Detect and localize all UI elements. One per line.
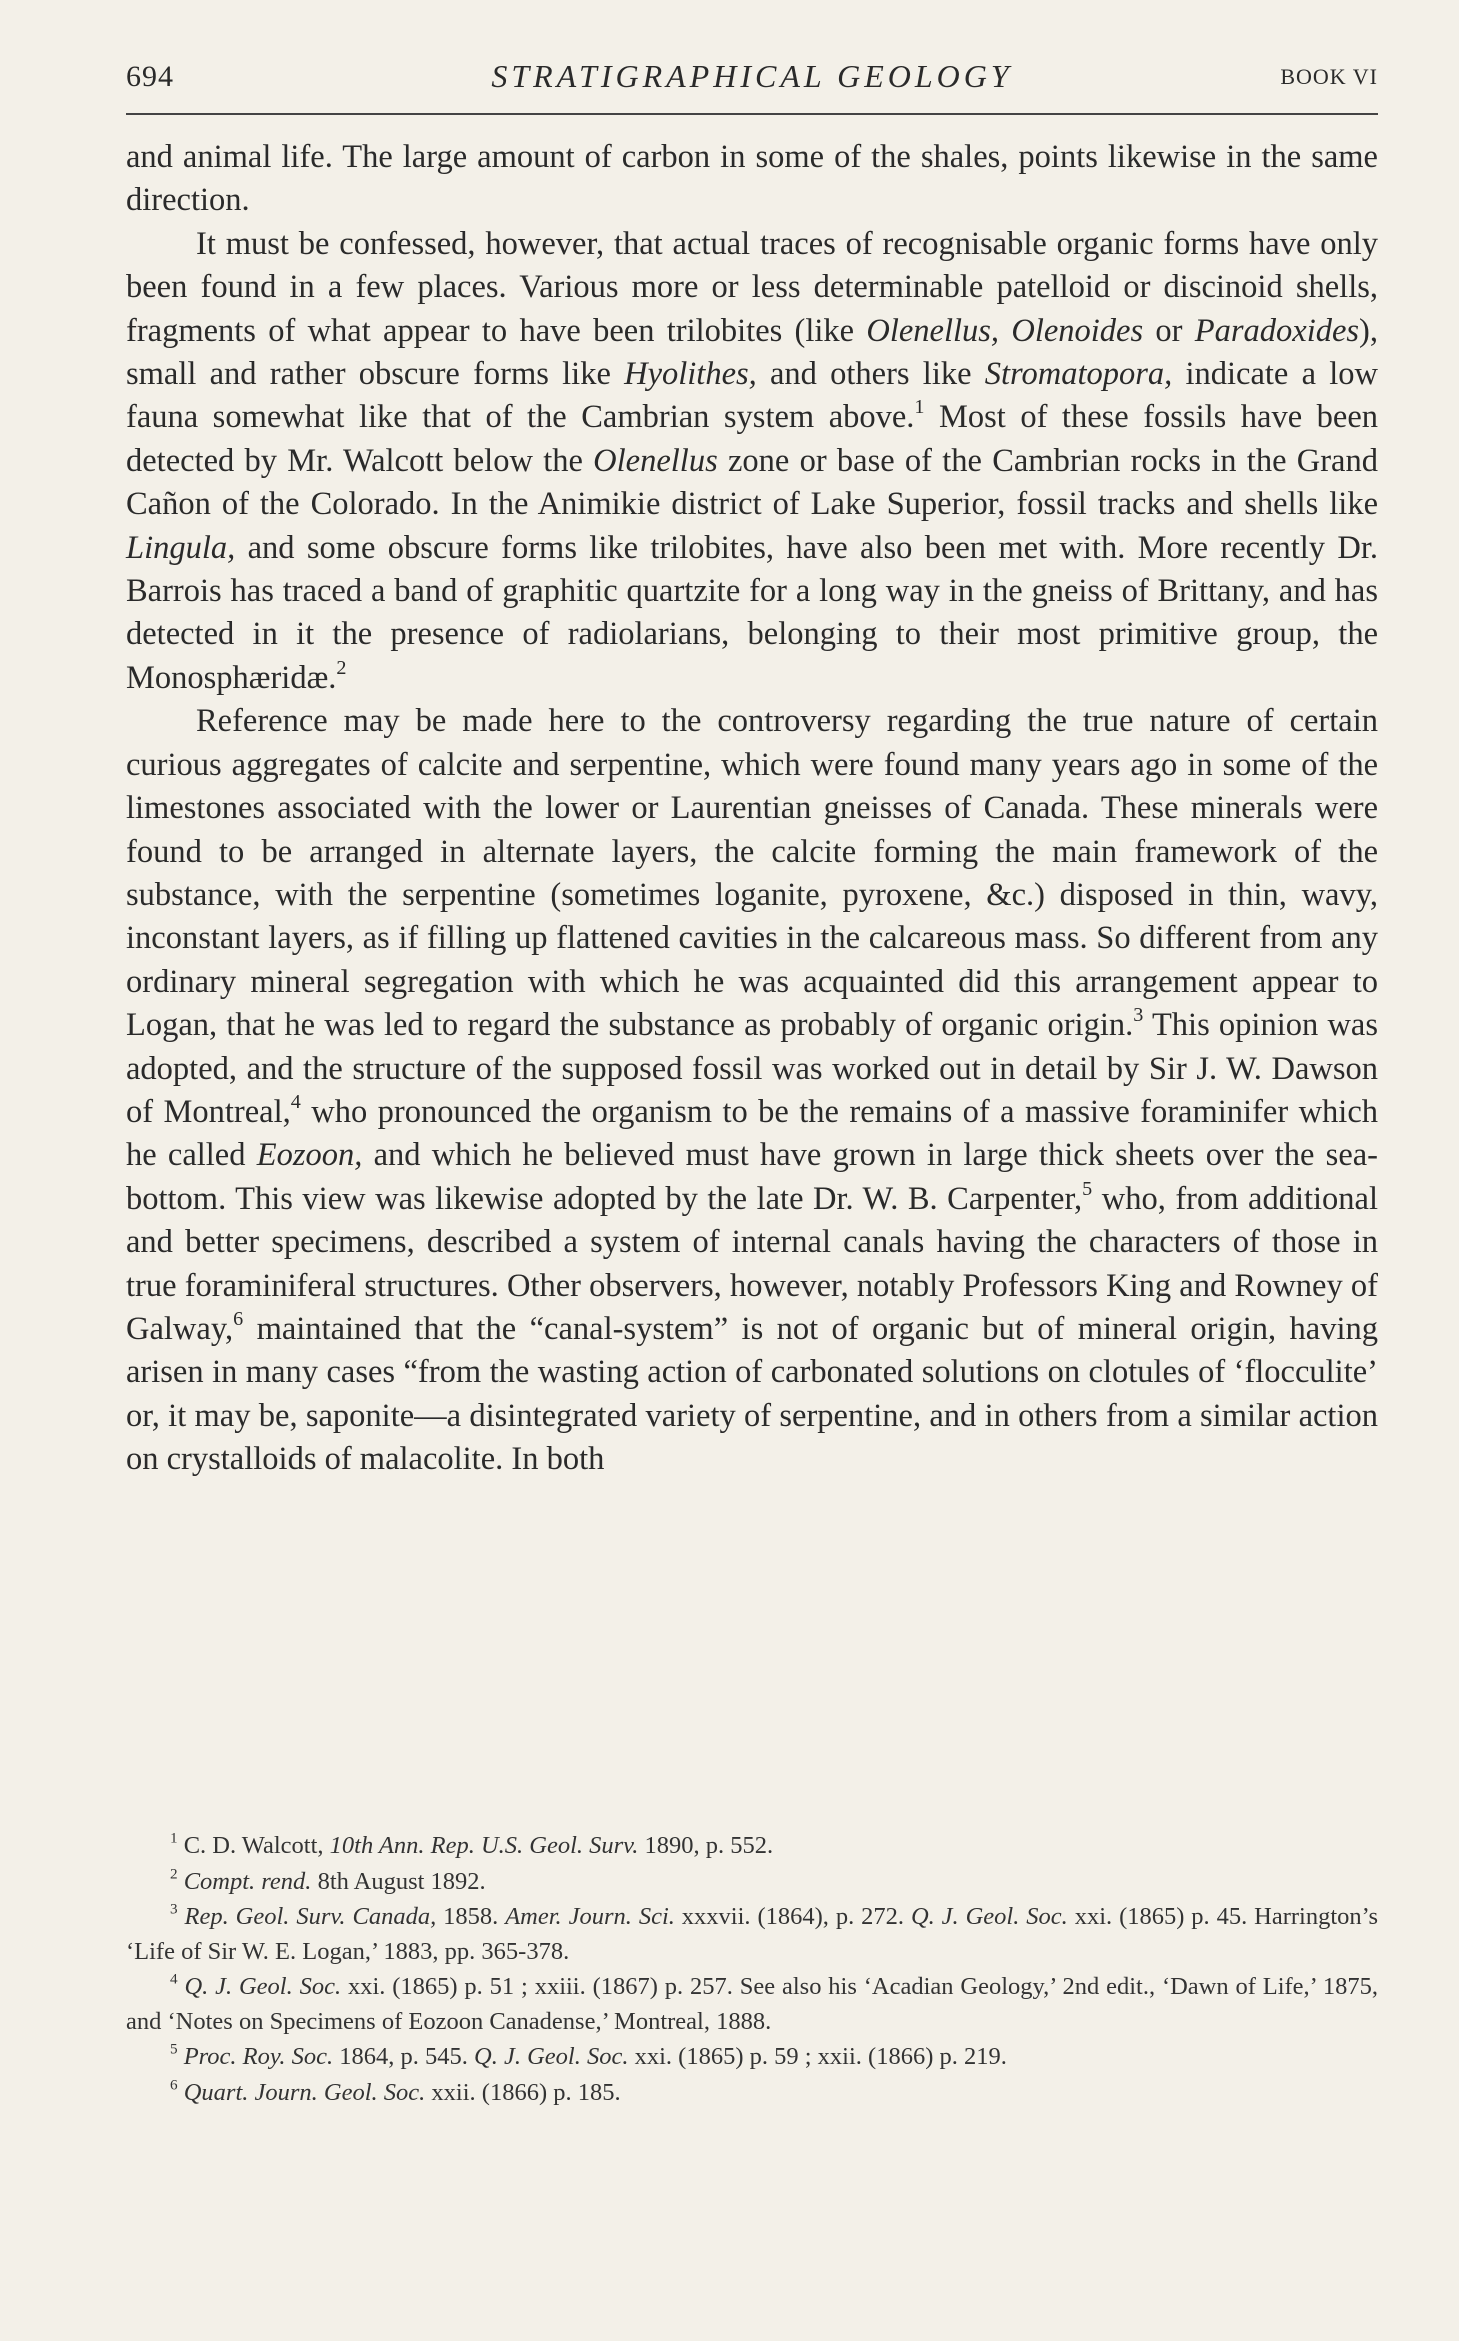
- footnote: [126, 1970, 1378, 2039]
- body-text: [126, 136, 1378, 1482]
- text-run: 1864, p. 545.: [333, 2043, 475, 2070]
- footnote-number: 3: [170, 1900, 178, 1918]
- text-run: Most of these fossils have been detected by Mr. Walcott below the: [126, 399, 1378, 479]
- text-run: xxii. (1866) p. 185.: [425, 2078, 621, 2106]
- page-number: 694: [126, 60, 174, 93]
- footnote: [126, 1900, 1378, 1969]
- running-header: [126, 56, 1378, 102]
- footnote-number: 1: [170, 1829, 178, 1847]
- italic-text: Q. J. Geol. Soc.: [184, 1973, 342, 2000]
- text-run: Reference may be made here to the controversy regarding the true nature of certain curious aggregates of calcite and serpentine, which were found many years ago in some of the limestones associated with the lower or Laurentian gneisses of Canada. These minerals were found to be arranged in alternate layers, the calcite forming the main framework of the substance, with the serpentine (sometimes loganite, pyroxene, &c.) disposed in thin, wavy, inconstant layers, as if filling up flattened cavities in the calcareous mass. So different from any ordinary mineral segregation with which he was acquainted did this arrangement appear to Logan, that he was led to regard the substance as probably of organic origin.: [126, 703, 1378, 1044]
- footnotes: [126, 1829, 1378, 2111]
- italic-text: Quart. Journ. Geol. Soc.: [183, 2078, 426, 2106]
- book-label: BOOK VI: [1280, 64, 1378, 89]
- text-run: This opinion was adopted, and the structure of the supposed fossil was worked out in detail by Sir J. W. Dawson of Montreal,: [126, 1007, 1379, 1130]
- footnote-ref: 4: [290, 1090, 301, 1113]
- paragraph: [126, 700, 1378, 1481]
- footnote-ref: 6: [233, 1307, 244, 1330]
- text-run: who, from additional and better specimens, described a system of internal canals having the characters of those in true foraminiferal structures. Other observers, however, notably Professors King and Rowney of Galway,: [126, 1180, 1378, 1347]
- text-run: [999, 313, 1011, 349]
- italic-text: Olenoides: [1011, 312, 1144, 349]
- footnote-number: 5: [170, 2040, 178, 2058]
- text-run: and others like: [756, 356, 985, 393]
- footnote: [126, 2040, 1378, 2075]
- text-run: maintained that the “canal-system” is not of organic but of mineral origin, having arisen in many cases “from the wasting action of carbonated solutions on clotules of ‘flocculite’ or, it may be, saponite—a disintegrated variety of serpentine, and in others from a similar action on crystalloids of malacolite. In both: [126, 1310, 1378, 1478]
- italic-text: Stromatopora,: [984, 356, 1173, 393]
- footnote: [126, 1829, 1378, 1864]
- italic-text: Eozoon,: [256, 1137, 363, 1174]
- italic-text: Paradoxides: [1194, 312, 1360, 349]
- text-run: 8th August 1892.: [311, 1867, 486, 1895]
- italic-text: Proc. Roy. Soc.: [183, 2043, 334, 2070]
- italic-text: Rep. Geol. Surv. Canada,: [184, 1903, 437, 1930]
- footnote-ref: 1: [914, 396, 925, 419]
- text-run: and some obscure forms like trilobites, have also been met with. More recently Dr. Barrois has traced a band of graphitic quartzite for a long way in the gneiss of Brittany, and has detected in it the presence of radiolarians, belonging to their most primitive group, the Monosphæridæ.: [126, 529, 1378, 696]
- text-run: xxi. (1865) p. 51 ; xxiii. (1867) p. 257. See also his ‘Acadian Geology,’ 2nd edit., ‘Dawn of Life,’ 1875, and ‘Notes on Specimens of Eozoon Canadense,’ Montreal, 1888.: [126, 1973, 1379, 2035]
- italic-text: Q. J. Geol. Soc.: [474, 2043, 629, 2070]
- running-title: STRATIGRAPHICAL GEOLOGY: [491, 58, 1013, 94]
- text-run: 1858.: [436, 1903, 506, 1930]
- paragraph: [126, 223, 1378, 700]
- footnote: [126, 2076, 1378, 2111]
- italic-text: Olenellus,: [866, 312, 1000, 349]
- text-run: zone or base of the Cambrian rocks in the Grand Cañon of the Colorado. In the Animikie district of Lake Superior, fossil tracks and shells like: [126, 442, 1378, 523]
- text-run: indicate a low fauna somewhat like that of the Cambrian system above.: [126, 356, 1378, 436]
- footnote: [126, 1865, 1378, 1900]
- paragraph: [126, 136, 1378, 223]
- header-rule: [126, 113, 1378, 115]
- text-run: C. D. Walcott,: [183, 1832, 330, 1859]
- italic-text: Olenellus: [593, 442, 718, 479]
- italic-text: Hyolithes,: [624, 356, 757, 393]
- text-run: xxxvii. (1864), p. 272.: [674, 1903, 911, 1930]
- text-run: 1890, p. 552.: [638, 1832, 774, 1859]
- footnote-number: 6: [170, 2075, 178, 2093]
- text-run: xxi. (1865) p. 59 ; xxii. (1866) p. 219.: [628, 2043, 1007, 2070]
- italic-text: Amer. Journ. Sci.: [505, 1903, 675, 1930]
- text-run: ), small and rather obscure forms like: [126, 312, 1378, 393]
- footnote-number: 4: [170, 1970, 178, 1988]
- text-run: and which he believed must have grown in large thick sheets over the sea-bottom. This view was likewise adopted by the late Dr. W. B. Carpenter,: [126, 1137, 1378, 1217]
- italic-text: Compt. rend.: [183, 1867, 312, 1895]
- text-run: and animal life. The large amount of carbon in some of the shales, points likewise in the same direction.: [126, 139, 1378, 219]
- italic-text: 10th Ann. Rep. U.S. Geol. Surv.: [329, 1832, 639, 1859]
- italic-text: Lingula,: [126, 529, 236, 566]
- footnote-ref: 2: [336, 656, 347, 679]
- italic-text: Q. J. Geol. Soc.: [910, 1903, 1068, 1930]
- text-run: xxi. (1865) p. 45. Harrington’s ‘Life of Sir W. E. Logan,’ 1883, pp. 365-378.: [126, 1903, 1378, 1965]
- footnote-ref: 3: [1133, 1004, 1144, 1027]
- footnote-number: 2: [170, 1864, 178, 1882]
- footnote-ref: 5: [1082, 1177, 1093, 1200]
- text-run: or: [1143, 312, 1195, 349]
- text-run: It must be confessed, however, that actual traces of recognisable organic forms have only been found in a few places. Various more or less determinable patelloid or discinoid shells, fragments of what appear to have been trilobites (like: [126, 225, 1378, 349]
- text-run: who pronounced the organism to be the remains of a massive foraminifer which he called: [126, 1093, 1378, 1174]
